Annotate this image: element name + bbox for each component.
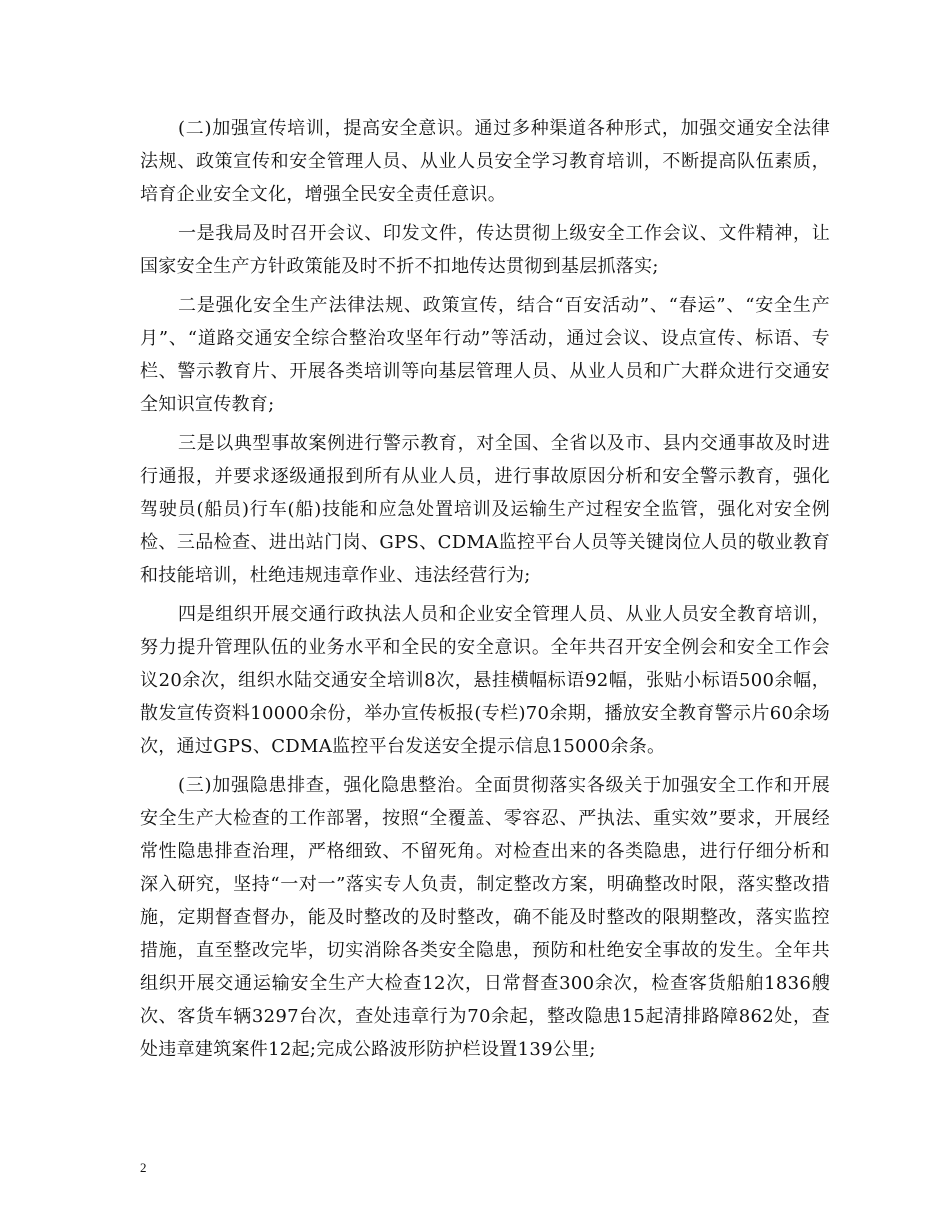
paragraph-publicity-training: (二)加强宣传培训，提高安全意识。通过多种渠道各种形式，加强交通安全法律法规、政策宣传和安全管理人员、从业人员安全学习教育培训，不断提高队伍素质，培育企业安全文化，增强全民安全责任意识。 [140,118,830,205]
paragraph-item-one: 一是我局及时召开会议、印发文件，传达贯彻上级安全工作会议、文件精神，让国家安全生产方针政策能及时不折不扣地传达贯彻到基层抓落实; [140,223,830,277]
paragraph-item-four: 四是组织开展交通行政执法人员和企业安全管理人员、从业人员安全教育培训，努力提升管理队伍的业务水平和全民的安全意识。全年共召开安全例会和安全工作会议20余次，组织水陆交通安全培训8次，悬挂横幅标语92幅，张贴小标语500余幅，散发宣传资料10000余份，举办宣传板报(专栏)70余期，播放安全教育警示片60余场次，通过GPS、CDMA监控平台发送安全提示信息15000余条。 [140,604,830,757]
paragraph-item-two: 二是强化安全生产法律法规、政策宣传，结合“百安活动”、“春运”、“安全生产月”、“道路交通安全综合整治攻坚年行动”等活动，通过会议、设点宣传、标语、专栏、警示教育片、开展各类培训等向基层管理人员、从业人员和广大群众进行交通安全知识宣传教育; [140,295,830,415]
page-number: 2 [140,1160,147,1175]
paragraph-item-three: 三是以典型事故案例进行警示教育，对全国、全省以及市、县内交通事故及时进行通报，并要求逐级通报到所有从业人员，进行事故原因分析和安全警示教育，强化驾驶员(船员)行车(船)技能和应急处置培训及运输生产过程安全监管，强化对安全例检、三品检查、进出站门岗、GPS、CDMA监控平台人员等关键岗位人员的敬业教育和技能培训，杜绝违规违章作业、违法经营行为; [140,433,830,586]
document-body [140,112,830,1072]
paragraph-hazard-inspection: (三)加强隐患排查，强化隐患整治。全面贯彻落实各级关于加强安全工作和开展安全生产大检查的工作部署，按照“全覆盖、零容忍、严执法、重实效”要求，开展经常性隐患排查治理，严格细致、不留死角。对检查出来的各类隐患，进行仔细分析和深入研究，坚持“一对一”落实专人负责，制定整改方案，明确整改时限，落实整改措施，定期督查督办，能及时整改的及时整改，确不能及时整改的限期整改，落实监控措施，直至整改完毕，切实消除各类安全隐患，预防和杜绝安全事故的发生。全年共组织开展交通运输安全生产大检查12次，日常督查300余次，检查客货船舶1836艘次、客货车辆3297台次，查处违章行为70余起，整改隐患15起清排路障862处，查处违章建筑案件12起;完成公路波形防护栏设置139公里; [140,775,830,1060]
